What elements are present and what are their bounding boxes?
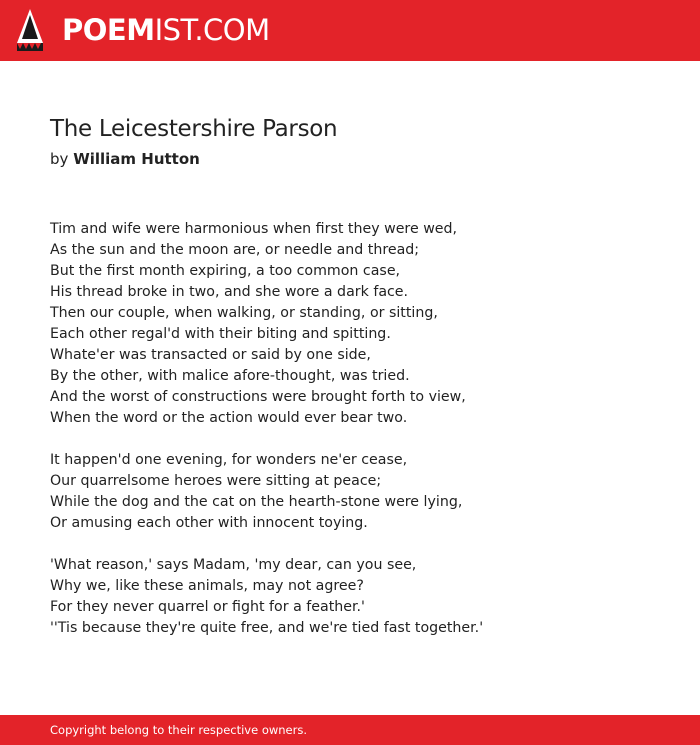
site-footer	[0, 715, 700, 745]
poem-line: ''Tis because they're quite free, and we're tied fast together.'	[50, 620, 484, 636]
author-name[interactable]: William Hutton	[73, 150, 200, 168]
poem-stanza	[50, 555, 670, 639]
poem-line: Then our couple, when walking, or standing, or sitting,	[50, 305, 438, 321]
poem-byline	[50, 150, 200, 168]
poem-line: When the word or the action would ever bear two.	[50, 410, 408, 426]
poem-title: The Leicestershire Parson	[50, 116, 338, 142]
poem-line: By the other, with malice afore-thought, was tried.	[50, 368, 410, 384]
poem-body	[50, 219, 670, 660]
poem-line: Each other regal'd with their biting and spitting.	[50, 326, 391, 342]
poem-line: But the first month expiring, a too common case,	[50, 263, 401, 279]
poem-line: Or amusing each other with innocent toying.	[50, 515, 368, 531]
poem-line: Whate'er was transacted or said by one side,	[50, 347, 371, 363]
by-label: by	[50, 150, 69, 168]
poem-line: As the sun and the moon are, or needle and thread;	[50, 242, 420, 258]
site-logo-link[interactable]	[62, 12, 270, 48]
poem-line: Why we, like these animals, may not agree?	[50, 578, 364, 594]
pencil-logo-icon[interactable]	[17, 9, 43, 51]
poem-stanza	[50, 219, 670, 429]
site-header	[0, 0, 700, 61]
poem-line: Our quarrelsome heroes were sitting at peace;	[50, 473, 382, 489]
poem-stanza	[50, 450, 670, 534]
poem-line: It happen'd one evening, for wonders ne'er cease,	[50, 452, 408, 468]
poem-line: While the dog and the cat on the hearth-stone were lying,	[50, 494, 463, 510]
poem-line: His thread broke in two, and she wore a dark face.	[50, 284, 409, 300]
logo-text-rest: IST.COM	[154, 13, 270, 47]
logo-text-bold: POEM	[62, 13, 155, 47]
poem-line: For they never quarrel or fight for a feather.'	[50, 599, 365, 615]
copyright-text: Copyright belong to their respective owners.	[50, 723, 308, 737]
poem-line: 'What reason,' says Madam, 'my dear, can you see,	[50, 557, 417, 573]
poem-line: Tim and wife were harmonious when first they were wed,	[50, 221, 458, 237]
poem-line: And the worst of constructions were brought forth to view,	[50, 389, 466, 405]
